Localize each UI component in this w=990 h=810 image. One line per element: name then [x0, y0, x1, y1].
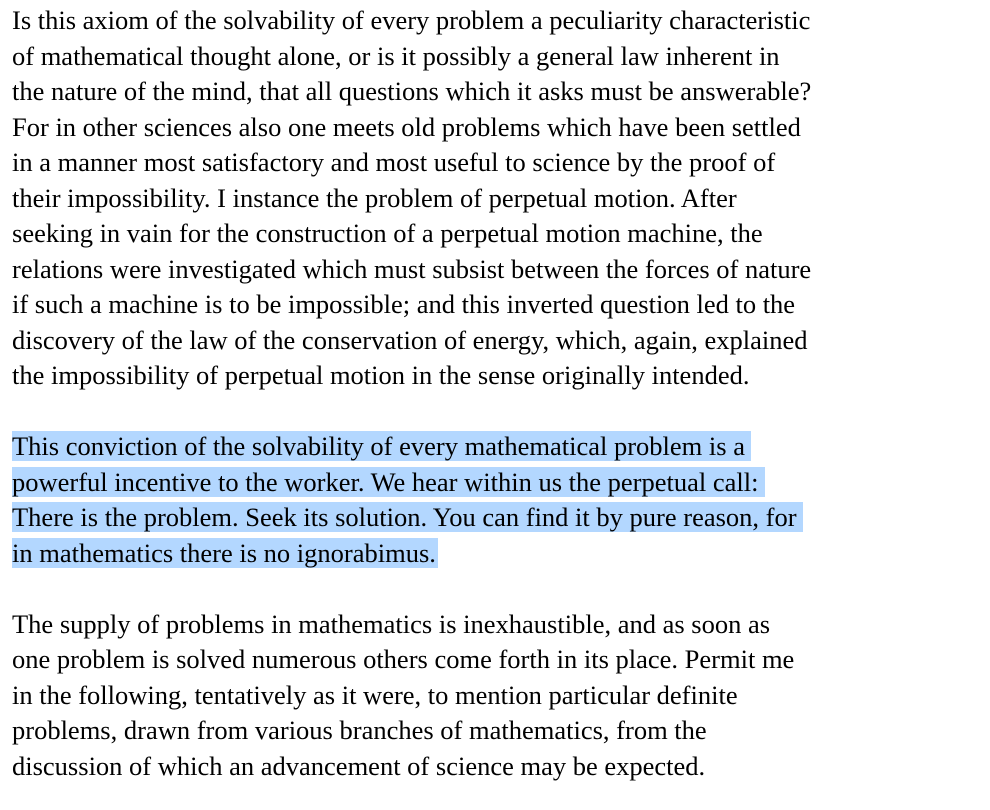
text-line[interactable]: in the following, tentatively as it were, to mention particular definite	[12, 679, 738, 710]
text-line[interactable]: The supply of problems in mathematics is inexhaustible, and as soon as	[12, 608, 771, 639]
selected-text-line[interactable]: in mathematics there is no ignorabimus.	[12, 537, 436, 568]
text-line[interactable]: discussion of which an advancement of science may be expected.	[12, 750, 706, 781]
text-line[interactable]: For in other sciences also one meets old problems which have been settled	[12, 111, 801, 142]
selected-text-line[interactable]: There is the problem. Seek its solution. You can find it by pure reason, for	[12, 500, 987, 536]
text-line[interactable]: if such a machine is to be impossible; and this inverted question led to the	[12, 289, 796, 319]
text-line[interactable]: seeking in vain for the construction of a perpetual motion machine, the	[12, 218, 763, 248]
text-line[interactable]: of mathematical thought alone, or is it possibly a general law inherent in	[12, 40, 780, 71]
paragraph-spacer	[12, 394, 987, 430]
text-line[interactable]: relations were investigated which must subsist between the forces of nature	[12, 253, 812, 284]
text-line[interactable]: their impossibility. I instance the problem of perpetual motion. After	[12, 182, 737, 213]
paragraph-2-selected[interactable]	[12, 429, 987, 571]
text-line[interactable]: problems, drawn from various branches of mathematics, from the	[12, 715, 707, 745]
selected-text-line[interactable]: powerful incentive to the worker. We hear within us the perpetual call:	[12, 465, 987, 501]
paragraph-spacer	[12, 571, 987, 607]
paragraph-1[interactable]	[12, 3, 987, 394]
text-line[interactable]: the impossibility of perpetual motion in the sense originally intended.	[12, 360, 750, 390]
selected-text-line[interactable]: This conviction of the solvability of every mathematical problem is a	[12, 429, 987, 465]
text-line[interactable]: one problem is solved numerous others come forth in its place. Permit me	[12, 644, 795, 674]
text-line[interactable]: Is this axiom of the solvability of every problem a peculiarity characteristic	[12, 5, 811, 35]
text-line[interactable]: discovery of the law of the conservation of energy, which, again, explained	[12, 324, 808, 355]
document-body	[12, 3, 987, 784]
text-line[interactable]: in a manner most satisfactory and most useful to science by the proof of	[12, 147, 776, 177]
paragraph-3[interactable]	[12, 607, 987, 785]
text-line[interactable]: the nature of the mind, that all questions which it asks must be answerable?	[12, 76, 812, 106]
